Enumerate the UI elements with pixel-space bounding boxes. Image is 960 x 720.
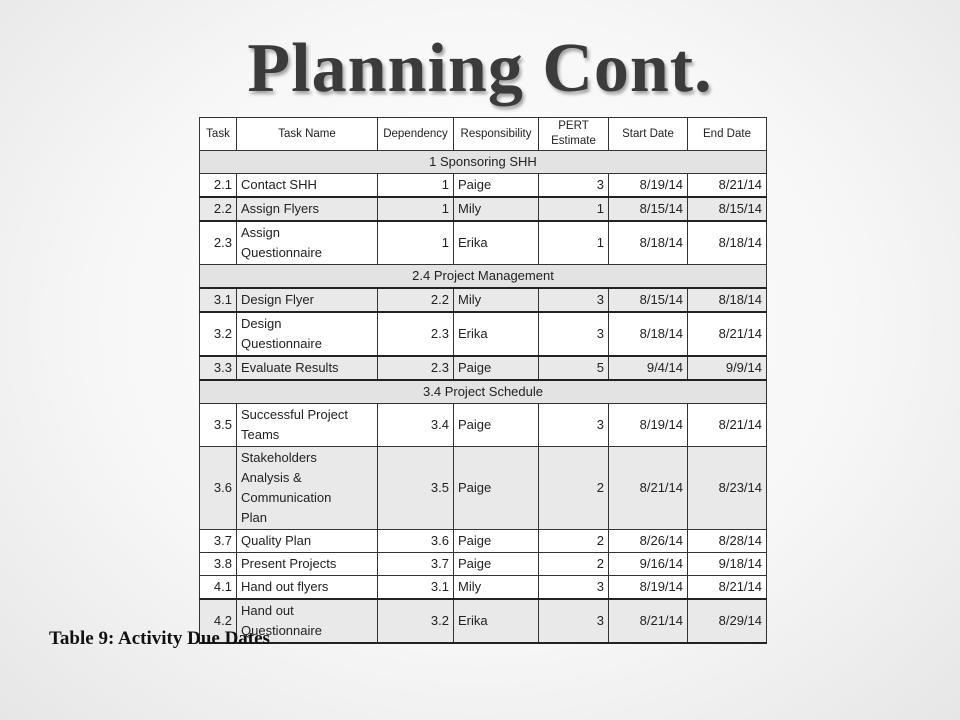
- table-row: [200, 447, 767, 530]
- cell-pert: 3: [539, 576, 609, 600]
- cell-task-name: [237, 356, 378, 380]
- cell-end-date: 8/21/14: [688, 174, 767, 198]
- cell-pert: 1: [539, 221, 609, 265]
- task-name-line: Plan: [241, 510, 268, 525]
- cell-task-name: [237, 447, 378, 530]
- cell-responsibility: Mily: [454, 576, 539, 600]
- table-row: [200, 356, 767, 380]
- table-row: [200, 576, 767, 600]
- cell-start-date: 8/18/14: [609, 221, 688, 265]
- cell-pert: 3: [539, 174, 609, 198]
- task-name-line: Stakeholders: [241, 450, 317, 465]
- cell-start-date: 8/21/14: [609, 599, 688, 643]
- header-task: Task: [200, 118, 237, 151]
- cell-pert: 2: [539, 553, 609, 576]
- phase-row: [200, 380, 767, 404]
- header-end-date: End Date: [688, 118, 767, 151]
- cell-responsibility: Erika: [454, 221, 539, 265]
- task-name-line: Questionnaire: [241, 623, 322, 638]
- cell-task-name: [237, 530, 378, 553]
- table-row: [200, 599, 767, 643]
- cell-pert: 3: [539, 404, 609, 447]
- phase-row: [200, 151, 767, 174]
- cell-responsibility: Paige: [454, 174, 539, 198]
- table-row: [200, 288, 767, 312]
- cell-responsibility: Paige: [454, 530, 539, 553]
- cell-end-date: 9/18/14: [688, 553, 767, 576]
- cell-task: 3.3: [200, 356, 237, 380]
- activity-table: [199, 117, 767, 644]
- cell-dependency: 1: [378, 197, 454, 221]
- cell-responsibility: Mily: [454, 288, 539, 312]
- header-dependency: Dependency: [378, 118, 454, 151]
- cell-task: 3.6: [200, 447, 237, 530]
- header-pert-line1: PERT: [558, 120, 589, 132]
- header-pert-line2: Estimate: [551, 135, 596, 147]
- cell-task-name: [237, 312, 378, 356]
- task-name-line: Design: [241, 316, 282, 331]
- cell-responsibility: Erika: [454, 312, 539, 356]
- cell-responsibility: Mily: [454, 197, 539, 221]
- cell-task-name: [237, 404, 378, 447]
- table-row: [200, 553, 767, 576]
- cell-start-date: 8/15/14: [609, 197, 688, 221]
- cell-task-name: [237, 197, 378, 221]
- task-name-line: Present Projects: [241, 556, 337, 571]
- cell-task: 2.1: [200, 174, 237, 198]
- cell-responsibility: Paige: [454, 447, 539, 530]
- cell-task-name: [237, 576, 378, 600]
- cell-task: 2.2: [200, 197, 237, 221]
- cell-dependency: 3.1: [378, 576, 454, 600]
- cell-pert: 2: [539, 447, 609, 530]
- cell-dependency: 2.3: [378, 356, 454, 380]
- phase-label: 3.4 Project Schedule: [200, 380, 767, 404]
- table-caption: Table 9: Activity Due Dates: [49, 628, 270, 649]
- task-name-line: Communication: [241, 490, 332, 505]
- task-name-line: Assign Flyers: [241, 201, 320, 216]
- cell-end-date: 8/21/14: [688, 576, 767, 600]
- task-name-line: Questionnaire: [241, 245, 322, 260]
- task-name-line: Design Flyer: [241, 292, 314, 307]
- cell-pert: 3: [539, 599, 609, 643]
- table-row: [200, 404, 767, 447]
- cell-pert: 5: [539, 356, 609, 380]
- cell-task-name: [237, 553, 378, 576]
- task-name-line: Evaluate Results: [241, 360, 339, 375]
- cell-end-date: 9/9/14: [688, 356, 767, 380]
- cell-responsibility: Paige: [454, 356, 539, 380]
- table-row: [200, 530, 767, 553]
- cell-start-date: 8/19/14: [609, 404, 688, 447]
- cell-start-date: 8/26/14: [609, 530, 688, 553]
- cell-start-date: 8/18/14: [609, 312, 688, 356]
- table-row: [200, 221, 767, 265]
- cell-responsibility: Paige: [454, 553, 539, 576]
- task-name-line: Contact SHH: [241, 177, 317, 192]
- table-row: [200, 312, 767, 356]
- cell-start-date: 8/19/14: [609, 576, 688, 600]
- task-name-line: Hand out: [241, 603, 294, 618]
- cell-task: 4.1: [200, 576, 237, 600]
- task-name-line: Teams: [241, 427, 280, 442]
- cell-end-date: 8/18/14: [688, 288, 767, 312]
- task-name-line: Questionnaire: [241, 336, 322, 351]
- cell-start-date: 9/16/14: [609, 553, 688, 576]
- cell-task: 3.2: [200, 312, 237, 356]
- cell-dependency: 3.4: [378, 404, 454, 447]
- cell-task-name: [237, 288, 378, 312]
- header-start-date: Start Date: [609, 118, 688, 151]
- header-task-name: Task Name: [237, 118, 378, 151]
- cell-dependency: 3.6: [378, 530, 454, 553]
- cell-end-date: 8/21/14: [688, 404, 767, 447]
- cell-dependency: 1: [378, 174, 454, 198]
- cell-responsibility: Paige: [454, 404, 539, 447]
- table-row: [200, 174, 767, 198]
- cell-dependency: 3.2: [378, 599, 454, 643]
- header-pert: [539, 118, 609, 151]
- task-name-line: Hand out flyers: [241, 579, 329, 594]
- cell-end-date: 8/28/14: [688, 530, 767, 553]
- cell-dependency: 1: [378, 221, 454, 265]
- cell-dependency: 3.5: [378, 447, 454, 530]
- cell-start-date: 9/4/14: [609, 356, 688, 380]
- task-name-line: Quality Plan: [241, 533, 312, 548]
- task-name-line: Successful Project: [241, 407, 348, 422]
- cell-task-name: [237, 221, 378, 265]
- cell-start-date: 8/15/14: [609, 288, 688, 312]
- header-row: [200, 118, 767, 151]
- phase-label: 1 Sponsoring SHH: [200, 151, 767, 174]
- cell-task-name: [237, 174, 378, 198]
- cell-responsibility: Erika: [454, 599, 539, 643]
- cell-pert: 3: [539, 312, 609, 356]
- cell-end-date: 8/29/14: [688, 599, 767, 643]
- cell-task: 3.5: [200, 404, 237, 447]
- cell-end-date: 8/23/14: [688, 447, 767, 530]
- cell-end-date: 8/15/14: [688, 197, 767, 221]
- cell-dependency: 2.3: [378, 312, 454, 356]
- cell-start-date: 8/19/14: [609, 174, 688, 198]
- cell-end-date: 8/18/14: [688, 221, 767, 265]
- cell-task: 4.2: [200, 599, 237, 643]
- cell-task: 3.1: [200, 288, 237, 312]
- phase-row: [200, 265, 767, 289]
- page-title: Planning Cont.: [247, 30, 713, 107]
- cell-pert: 1: [539, 197, 609, 221]
- cell-start-date: 8/21/14: [609, 447, 688, 530]
- header-responsibility: Responsibility: [454, 118, 539, 151]
- cell-pert: 3: [539, 288, 609, 312]
- cell-task: 3.7: [200, 530, 237, 553]
- cell-task: 3.8: [200, 553, 237, 576]
- table-row: [200, 197, 767, 221]
- cell-dependency: 3.7: [378, 553, 454, 576]
- cell-end-date: 8/21/14: [688, 312, 767, 356]
- cell-task: 2.3: [200, 221, 237, 265]
- cell-dependency: 2.2: [378, 288, 454, 312]
- cell-pert: 2: [539, 530, 609, 553]
- task-name-line: Assign: [241, 225, 281, 240]
- task-name-line: Analysis &: [241, 470, 302, 485]
- phase-label: 2.4 Project Management: [200, 265, 767, 289]
